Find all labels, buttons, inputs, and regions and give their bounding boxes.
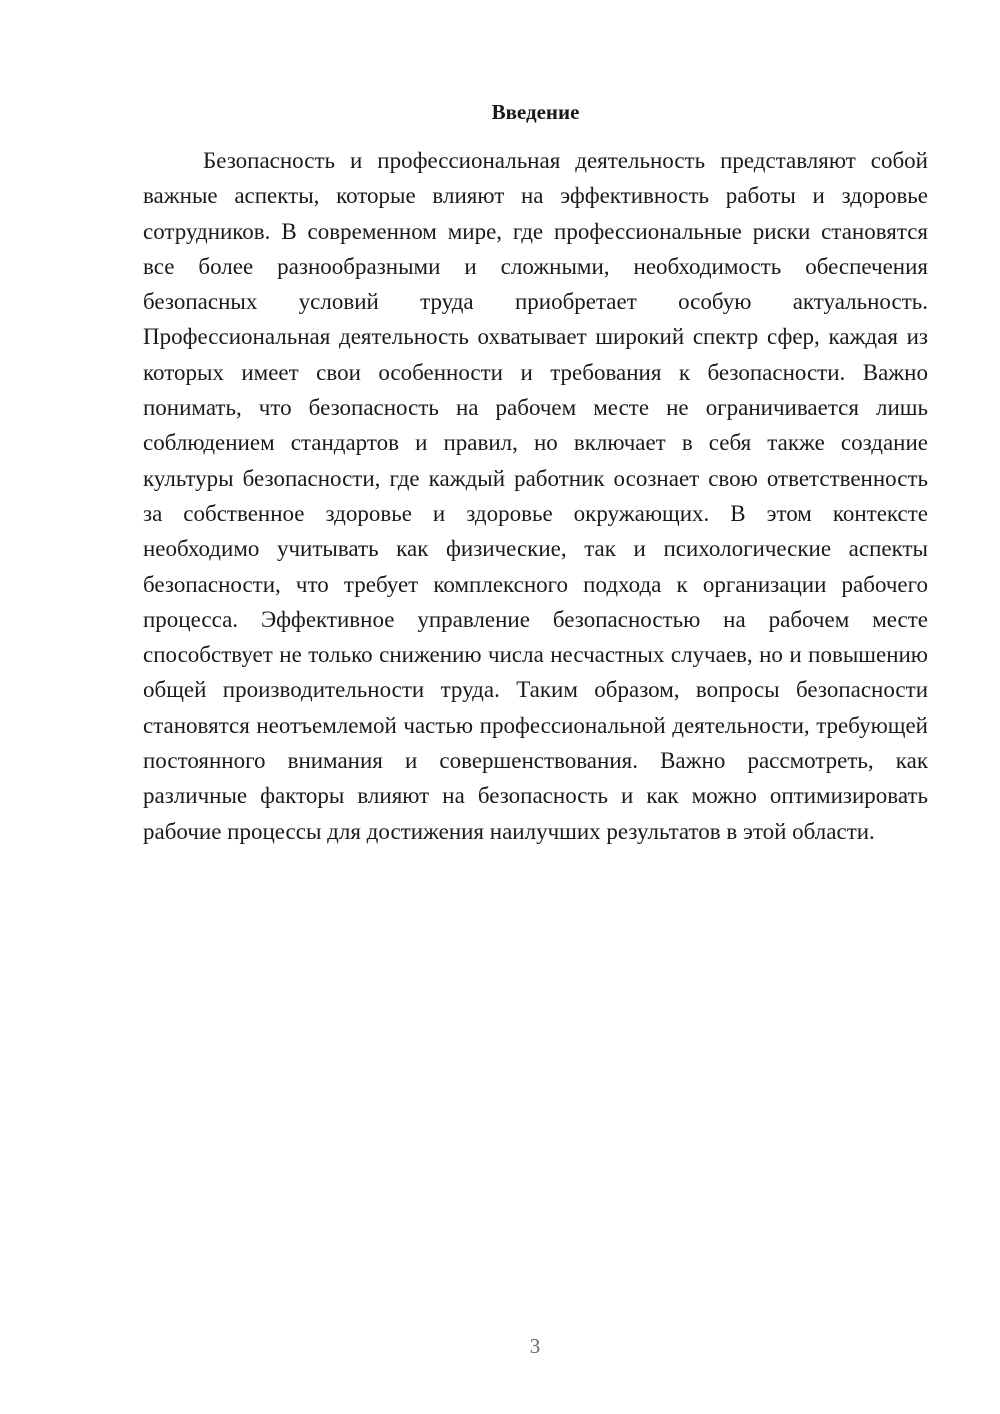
section-heading: Введение bbox=[491, 100, 580, 124]
body-paragraph: Безопасность и профессиональная деятельность представляют собой важные аспекты, которые влияют на эффективность работы и здоровье сотрудников. В современном мире, где профессиональные риски становятся все более разнообразными и сложными, необходимость обеспечения безопасных условий труда приобретает особую актуальность. Профессиональная деятельность охватывает широкий спектр сфер, каждая из которых имеет свои особенности и требования к безопасности. Важно понимать, что безопасность на рабочем месте не ограничивается лишь соблюдением стандартов и правил, но включает в себя также создание культуры безопасности, где каждый работник осознает свою ответственность за собственное здоровье и здоровье окружающих. В этом контексте необходимо учитывать как физические, так и психологические аспекты безопасности, что требует комплексного подхода к организации рабочего процесса. Эффективное управление безопасностью на рабочем месте способствует не только снижению числа несчастных случаев, но и повышению общей производительности труда. Таким образом, вопросы безопасности становятся неотъемлемой частью профессиональной деятельности, требующей постоянного внимания и совершенствования. Важно рассмотреть, как различные факторы влияют на безопасность и как можно оптимизировать рабочие процессы для достижения наилучших результатов в этой области. bbox=[143, 148, 928, 844]
page-number: 3 bbox=[529, 1334, 541, 1358]
